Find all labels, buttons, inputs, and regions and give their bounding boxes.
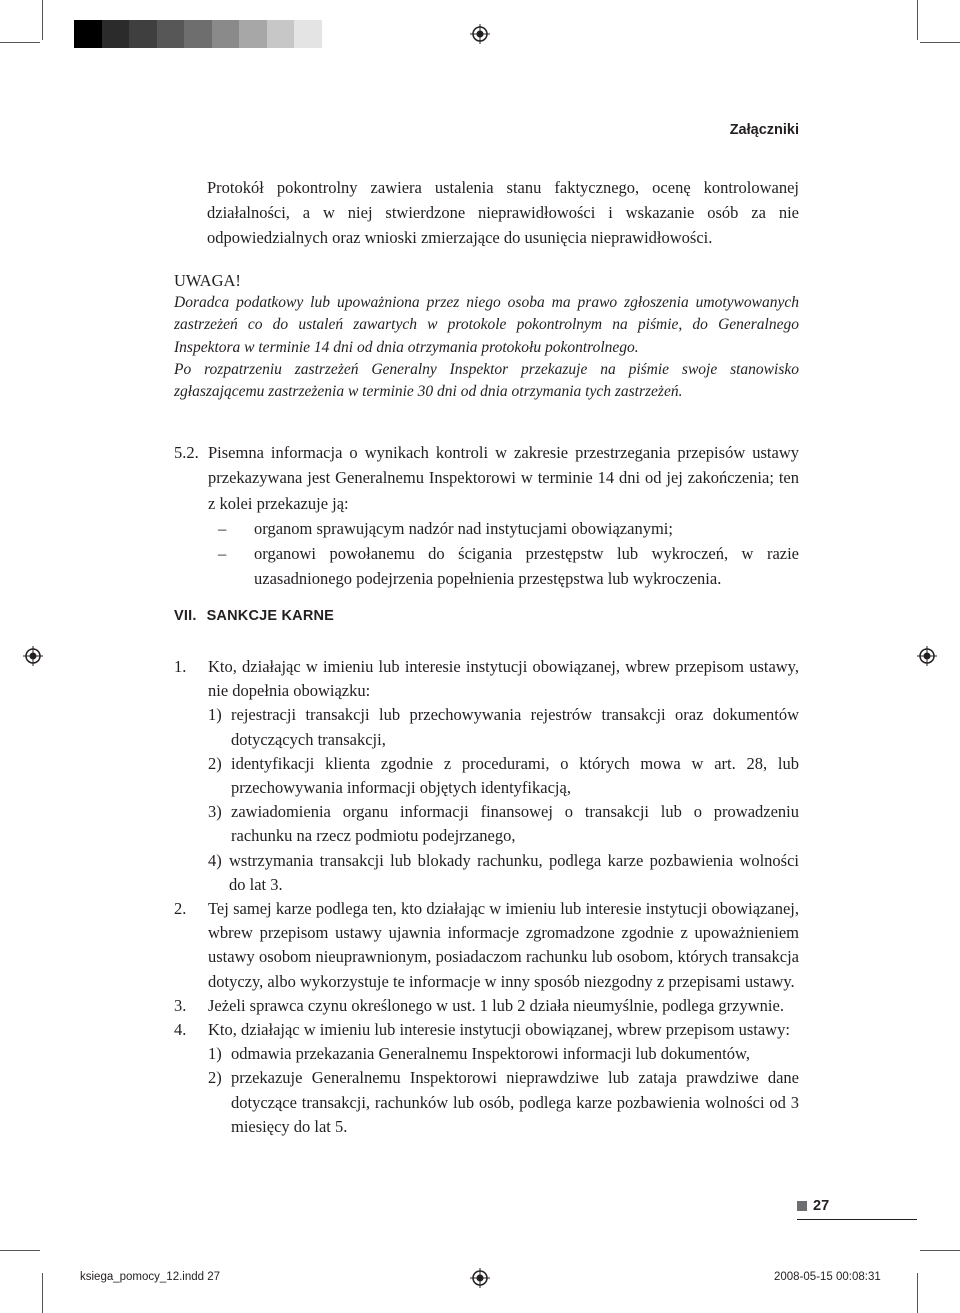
page-number <box>797 1198 829 1214</box>
section-text: Pisemna informacja o wynikach kontroli w zakresie przestrzegania przepisów ustawy przekazywana jest Generalnemu Inspektorowi w terminie 14 dni od jej zakończenia; ten z kolei przekazuje ją: <box>208 443 799 513</box>
crop-mark <box>42 0 43 40</box>
item-number: 4. <box>174 1020 187 1040</box>
crop-mark <box>920 1250 960 1251</box>
color-swatch <box>239 20 267 48</box>
item-text: Kto, działając w imieniu lub interesie instytucji obowiązanej, wbrew przepisom ustawy, nie dopełnia obowiązku: <box>208 657 799 701</box>
crop-mark <box>917 1273 918 1313</box>
item-text: Tej samej karze podlega ten, kto działając w imieniu lub interesie instytucji obowiązanej, wbrew przepisom ustawy ujawnia informacje zgromadzone zgodnie z upoważnieniem ustawy osobom nieuprawnionym, posiadaczom rachunku lub osobom, których transakcja dotyczy, albo wykorzystuje te informacje w inny sposób niezgodny z przepisami ustawy. <box>208 899 799 991</box>
registration-mark-icon <box>23 646 43 666</box>
registration-mark-icon <box>470 1268 490 1288</box>
note-paragraph: Po rozpatrzeniu zastrzeżeń Generalny Inspektor przekazuje na piśmie swoje stanowisko zgłaszającemu zastrzeżenia w terminie 30 dni od dnia otrzymania tych zastrzeżeń. <box>174 360 799 401</box>
footer-filename: ksiega_pomocy_12.indd 27 <box>80 1271 221 1283</box>
sub-item-number: 2) <box>208 753 222 773</box>
page-number-rule <box>797 1219 917 1220</box>
page-number-text: 27 <box>813 1198 830 1214</box>
note-paragraph: Doradca podatkowy lub upoważniona przez niego osoba ma prawo zgłoszenia umotywowanych zastrzeżeń co do ustaleń zawartych w protokole pokontrolnym na piśmie, do Generalnego Inspektora w terminie 14 dni od dnia otrzymania protokołu pokontrolnego. <box>174 294 799 356</box>
sub-item <box>174 1042 799 1066</box>
item-number: 2. <box>174 899 187 919</box>
sub-item-text: wstrzymania transakcji lub blokady rachunku, podlega karze pozbawienia wolności do lat 3. <box>229 850 799 894</box>
section-heading <box>174 608 344 624</box>
sub-item <box>174 849 799 897</box>
sub-item-text: przekazuje Generalnemu Inspektorowi nieprawdziwe lub zataja prawdziwe dane dotyczące transakcji, rachunków lub osób, podlega karze pozbawienia wolności od 3 miesięcy do lat 5. <box>231 1068 799 1136</box>
crop-mark <box>0 42 40 43</box>
item-number: 1. <box>174 657 187 676</box>
sub-item <box>174 752 799 800</box>
dash-bullet: – <box>218 518 227 538</box>
section-5-2 <box>174 440 799 592</box>
sub-item-text: identyfikacji klienta zgodnie z procedurami, o których mowa w art. 28, lub przechowywania informacji objętych identyfikacją, <box>231 753 799 798</box>
section-heading-number: VII. <box>174 608 197 624</box>
item-text: Jeżeli sprawca czynu określonego w ust. 1 lub 2 działa nieumyślnie, podlega grzywnie. <box>208 995 784 1015</box>
sub-item <box>174 703 799 751</box>
list-item-text: organowi powołanemu do ścigania przestępstw lub wykroczeń, w razie uzasadnionego podejrzenia popełnienia przestępstwa lub wykroczenia. <box>254 544 799 589</box>
color-swatch <box>322 20 350 48</box>
color-swatch <box>184 20 212 48</box>
color-swatch <box>157 20 185 48</box>
sub-item-text: rejestracji transakcji lub przechowywania rejestrów transakcji oraz dokumentów dotyczących transakcji, <box>231 705 799 749</box>
sub-item-number: 2) <box>208 1068 222 1088</box>
printer-color-bar <box>74 20 349 48</box>
sub-item-number: 1) <box>208 705 222 725</box>
square-bullet-icon <box>797 1201 807 1211</box>
color-swatch <box>267 20 295 48</box>
registration-mark-icon <box>470 24 490 44</box>
list-item <box>174 541 799 592</box>
color-swatch <box>212 20 240 48</box>
note-block <box>174 270 799 403</box>
item-text: Kto, działając w imieniu lub interesie instytucji obowiązanej, wbrew przepisom ustawy: <box>208 1020 790 1040</box>
sub-item <box>174 800 799 848</box>
list-item <box>174 516 799 541</box>
crop-mark <box>920 42 960 43</box>
sub-item-text: odmawia przekazania Generalnemu Inspektorowi informacji lub dokumentów, <box>231 1044 750 1064</box>
list-item <box>174 655 799 703</box>
color-swatch <box>102 20 130 48</box>
list-item <box>174 994 799 1018</box>
crop-mark <box>42 1273 43 1313</box>
list-item-text: organom sprawującym nadzór nad instytucjami obowiązanymi; <box>254 518 673 538</box>
sub-item-text: zawiadomienia organu informacji finansowej o transakcji lub o prowadzeniu rachunku na rzecz podmiotu podejrzanego, <box>231 802 799 846</box>
item-number: 3. <box>174 995 187 1015</box>
list-item <box>174 897 799 994</box>
list-item <box>174 1018 799 1042</box>
running-header-title: Załączniki <box>729 122 799 138</box>
color-swatch <box>129 20 157 48</box>
sub-item-number: 1) <box>208 1044 222 1064</box>
section-number: 5.2. <box>174 443 199 462</box>
section-heading-title: SANKCJE KARNE <box>206 608 335 624</box>
crop-mark <box>0 1250 40 1251</box>
dash-bullet: – <box>218 544 227 564</box>
sanctions-list <box>174 655 799 1139</box>
sub-item-number: 4) <box>208 850 222 870</box>
sub-item-number: 3) <box>208 802 222 822</box>
registration-mark-icon <box>917 646 937 666</box>
color-swatch <box>74 20 102 48</box>
crop-mark <box>917 0 918 40</box>
footer-timestamp: 2008-05-15 00:08:31 <box>774 1271 881 1283</box>
color-swatch <box>294 20 322 48</box>
note-title: UWAGA! <box>174 271 241 290</box>
intro-paragraph: Protokół pokontrolny zawiera ustalenia stanu faktycznego, ocenę kontrolowanej działalności, a w niej stwierdzone nieprawidłowości i wskazanie osób za nie odpowiedzialnych oraz wnioski zmierzające do usunięcia nieprawidłowości. <box>207 178 799 247</box>
sub-item <box>174 1066 799 1139</box>
